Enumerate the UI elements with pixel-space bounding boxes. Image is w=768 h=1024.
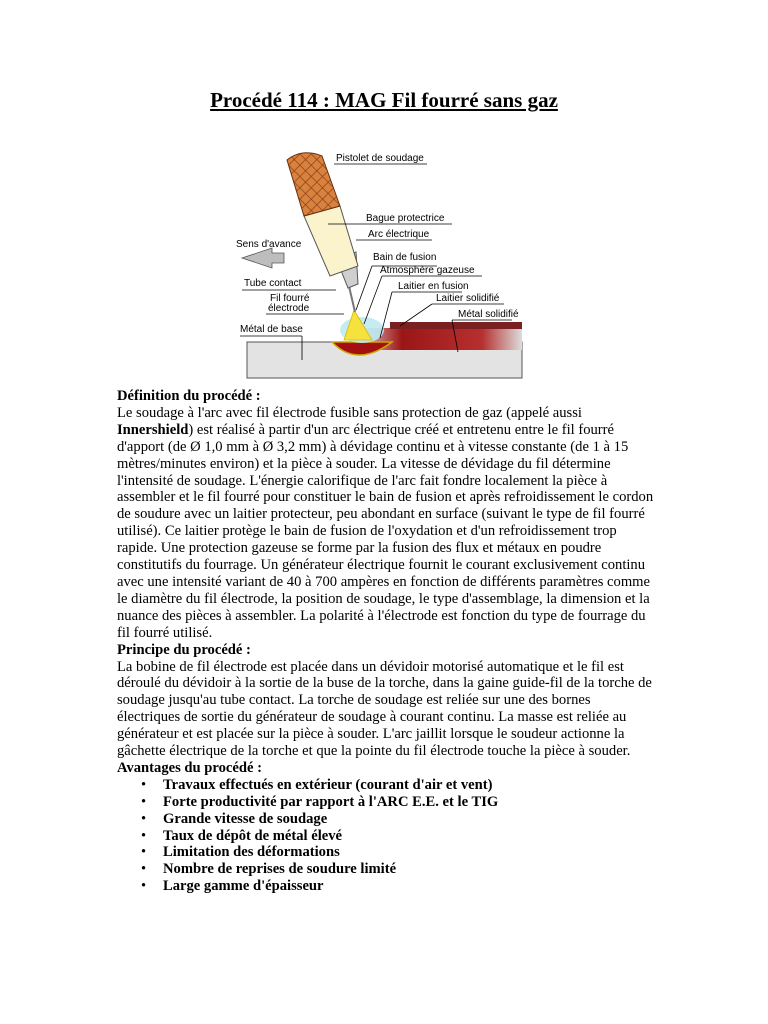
label-bague: Bague protectrice: [366, 213, 445, 224]
label-electrode: électrode: [268, 303, 310, 314]
list-item: • Limitation des déformations: [163, 844, 657, 861]
welding-diagram: [232, 142, 532, 382]
label-fil: Fil fourré: [270, 293, 310, 304]
list-item: • Grande vitesse de soudage: [163, 811, 657, 828]
label-sens: Sens d'avance: [236, 239, 302, 250]
label-metal-solidifie: Métal solidifié: [458, 309, 519, 320]
definition-intro: Le soudage à l'arc avec fil électrode fusible sans protection de gaz (appelé aussi: [117, 404, 582, 421]
label-tube: Tube contact: [244, 278, 302, 289]
list-item: • Taux de dépôt de métal élevé: [163, 828, 657, 845]
torch-handle: [287, 153, 340, 216]
avantages-heading: Avantages du procédé :: [117, 759, 262, 776]
list-item: • Travaux effectués en extérieur (courant d'air et vent): [163, 777, 657, 794]
nozzle: [304, 206, 358, 276]
list-item: • Nombre de reprises de soudure limité: [163, 861, 657, 878]
list-item: • Large gamme d'épaisseur: [163, 878, 657, 895]
avantages-list: [117, 777, 657, 895]
label-arc: Arc électrique: [368, 229, 430, 240]
list-item: • Forte productivité par rapport à l'ARC E.E. et le TIG: [163, 794, 657, 811]
page-title: Procédé 114 : MAG Fil fourré sans gaz: [210, 88, 558, 112]
label-atmosphere: Atmosphère gazeuse: [380, 265, 475, 276]
innershield-term: Innershield: [117, 421, 189, 438]
solidified-slag: [390, 322, 522, 329]
principe-heading: Principe du procédé :: [117, 641, 251, 658]
principe-paragraph: La bobine de fil électrode est placée dans un dévidoir motorisé automatique et le fil est déroulé du dévidoir à la sortie de la buse de la torche, dans la gaine guide-fil de la torche de soudage jusqu'au tube contact. La torche de soudage est reliée sur une des bornes électriques de sortie du générateur de soudage à courant continu. La masse est reliée au générateur et est placée sur la pièce à souder. L'arc jaillit lorsque le soudeur actionne la gâchette électrique de la torche et que la pointe du fil électrode touche la pièce à souder.: [117, 658, 652, 760]
label-laitier-solidifie: Laitier solidifié: [436, 293, 500, 304]
definition-heading: Définition du procédé :: [117, 388, 261, 404]
main-content: [117, 388, 657, 895]
label-bain: Bain de fusion: [373, 252, 437, 263]
label-pistolet: Pistolet de soudage: [336, 153, 424, 164]
label-metal-base: Métal de base: [240, 324, 303, 335]
definition-paragraph: [117, 405, 657, 642]
definition-body: ) est réalisé à partir d'un arc électrique créé et entretenu entre le fil fourré d'apport (de Ø 1,0 mm à Ø 3,2 mm) à dévidage continu et à vitesse constante (de 1 à 15 mètres/minutes environ) et la pièce à souder. La vitesse de dévidage du fil détermine l'intensité de soudage. L'énergie calorifique de l'arc fait fondre localement la pièce à assembler et le fil fourré pour constituer le bain de fusion et après refroidissement le cordon de soudure avec un laitier protecteur, peu abondant en surface (suivant le type de fil fourré utilisé). Ce laitier protège le bain de fusion de l'oxydation et d'un refroidissement trop rapide. Une protection gazeuse se forme par la fusion des flux et métaux en poudre constitutifs du fourrage. Un générateur électrique fournit le courant exclusivement continu avec une intensité variant de 40 à 700 ampères en fonction de différents paramètres comme le diamètre du fil électrode, la position de soudage, le type d'assemblage, la dimension et la nuance des pièces à assembler. La polarité à l'électrode est fonction du type de fourrage du fil fourré utilisé.: [117, 421, 654, 641]
label-laitier-fusion: Laitier en fusion: [398, 281, 469, 292]
direction-arrow: [242, 248, 284, 268]
